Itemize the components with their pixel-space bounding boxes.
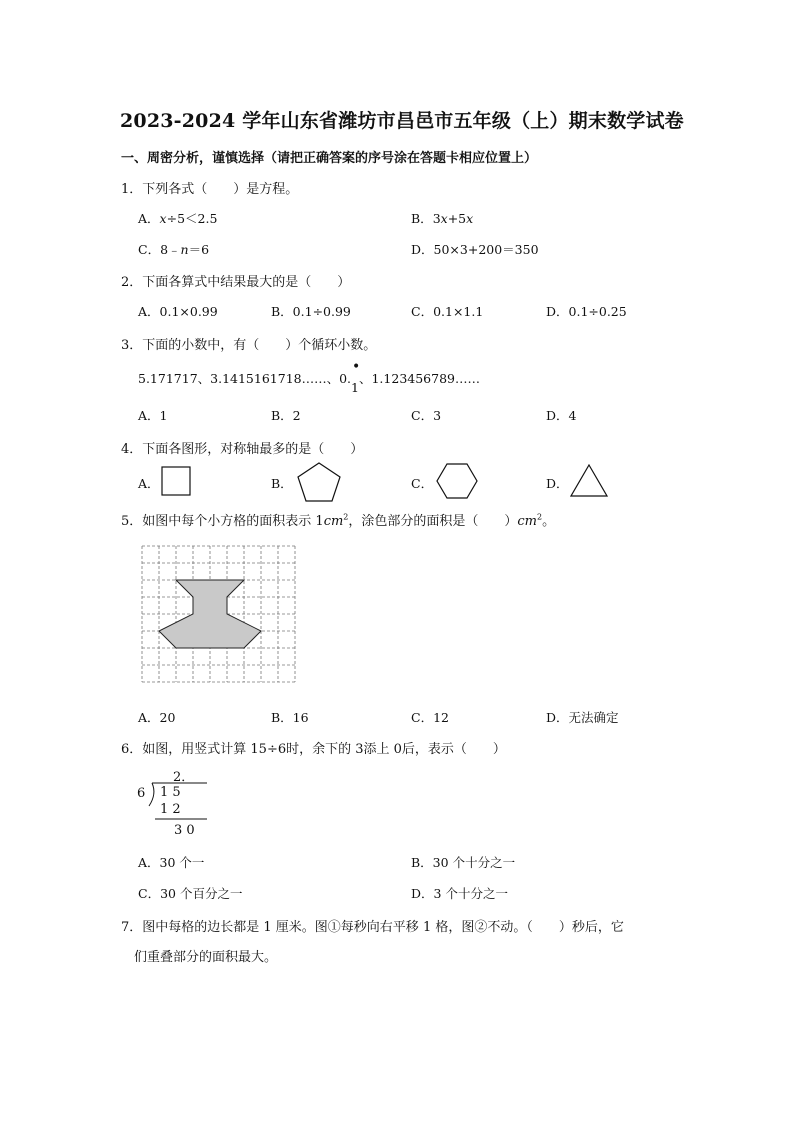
q3-list-part-a: 5.171717、3.1415161718……、0. [138, 371, 352, 386]
q1-option-b-mid: +5 [447, 211, 467, 226]
unit-cm-2: cm [517, 514, 538, 529]
hexagon-icon [436, 463, 478, 499]
q1-option-b[interactable] [411, 209, 473, 227]
q2-option-b[interactable]: B．0.1÷0.99 [271, 304, 351, 319]
q5-option-a[interactable]: A．20 [138, 710, 176, 725]
q1-option-a[interactable] [138, 209, 217, 227]
division-remainder: 3 0 [174, 823, 195, 838]
q2-option-c[interactable]: C．0.1×1.1 [411, 304, 484, 319]
q1-option-b-prefix: B． [411, 211, 433, 226]
q2-option-a[interactable]: A．0.1×0.99 [138, 304, 218, 319]
q3-decimal-list [138, 359, 480, 395]
q1-option-a-rest: ÷5＜2.5 [166, 211, 218, 226]
section-header: 一、周密分析，谨慎选择（请把正确答案的序号涂在答题卡相应位置上） [121, 151, 538, 166]
grid-figure [138, 542, 300, 688]
division-quotient: 2． [173, 770, 195, 785]
q3-option-d[interactable]: D．4 [546, 408, 577, 423]
repeat-dot-icon: • [352, 359, 361, 375]
q1-option-b-num: 3 [432, 211, 441, 226]
triangle-icon [570, 464, 608, 498]
q4-option-a[interactable]: A． [138, 476, 160, 491]
division-product: 1 2 [160, 802, 181, 817]
q4-option-d[interactable]: D． [546, 476, 569, 491]
q4-option-b[interactable]: B． [271, 476, 293, 491]
q3-option-c[interactable]: C．3 [411, 408, 442, 423]
q3-repeating-digit: • 1 [351, 359, 361, 395]
q5-option-d[interactable]: D．无法确定 [546, 710, 619, 725]
question-6-stem: 6．如图，用竖式计算 15÷6时，余下的 3添上 0后，表示（ ） [121, 742, 506, 757]
q1-option-c-prefix: C．8﹣ [138, 242, 181, 257]
question-7-line-1: 7．图中每格的边长都是 1 厘米。图①每秒向右平移 1 格，图②不动。（ ）秒后，它 [121, 920, 624, 935]
q6-option-d[interactable]: D．3 个十分之一 [411, 886, 508, 901]
q1-option-c[interactable] [138, 240, 209, 258]
unit-cm: cm [323, 514, 344, 529]
square-icon [161, 466, 191, 496]
q5-option-b[interactable]: B．16 [271, 710, 309, 725]
q1-option-c-rest: ＝6 [188, 242, 210, 257]
division-dividend: 1 5 [160, 785, 181, 800]
q3-option-a[interactable]: A．1 [138, 408, 168, 423]
division-divisor: 6 [137, 786, 146, 801]
question-3-stem: 3．下面的小数中，有（ ）个循环小数。 [121, 338, 377, 353]
long-division-figure [135, 764, 215, 840]
q1-option-a-prefix: A． [138, 211, 160, 226]
q6-option-c[interactable]: C．30 个百分之一 [138, 886, 243, 901]
question-2-stem: 2．下面各算式中结果最大的是（ ） [121, 275, 351, 290]
q1-option-a-var: x [159, 211, 167, 226]
page-title: 2023-2024 学年山东省潍坊市昌邑市五年级（上）期末数学试卷 [120, 110, 684, 132]
q1-option-b-var: x [440, 211, 448, 226]
question-1-stem: 1．下列各式（ ）是方程。 [121, 182, 299, 197]
question-4-stem: 4．下面各图形，对称轴最多的是（ ） [121, 442, 364, 457]
question-7-line-2: 们重叠部分的面积最大。 [134, 950, 278, 965]
question-5-stem: 5．如图中每个小方格的面积表示 $1cm^2$，涂色部分的面积是（ ）$cm^2$。 [121, 512, 556, 529]
q6-option-b[interactable]: B．30 个十分之一 [411, 855, 516, 870]
q1-option-c-var: n [180, 242, 189, 257]
q6-option-a[interactable]: A．30 个一 [138, 855, 205, 870]
q4-option-c[interactable]: C． [411, 476, 434, 491]
q1-option-d[interactable]: D．50×3+200＝350 [411, 242, 539, 257]
q3-list-part-b: 、1.123456789…… [358, 371, 480, 386]
q3-option-b[interactable]: B．2 [271, 408, 301, 423]
q1-option-b-var2: x [466, 211, 474, 226]
q5-option-c[interactable]: C．12 [411, 710, 449, 725]
pentagon-icon [296, 462, 342, 502]
q2-option-d[interactable]: D．0.1÷0.25 [546, 304, 627, 319]
